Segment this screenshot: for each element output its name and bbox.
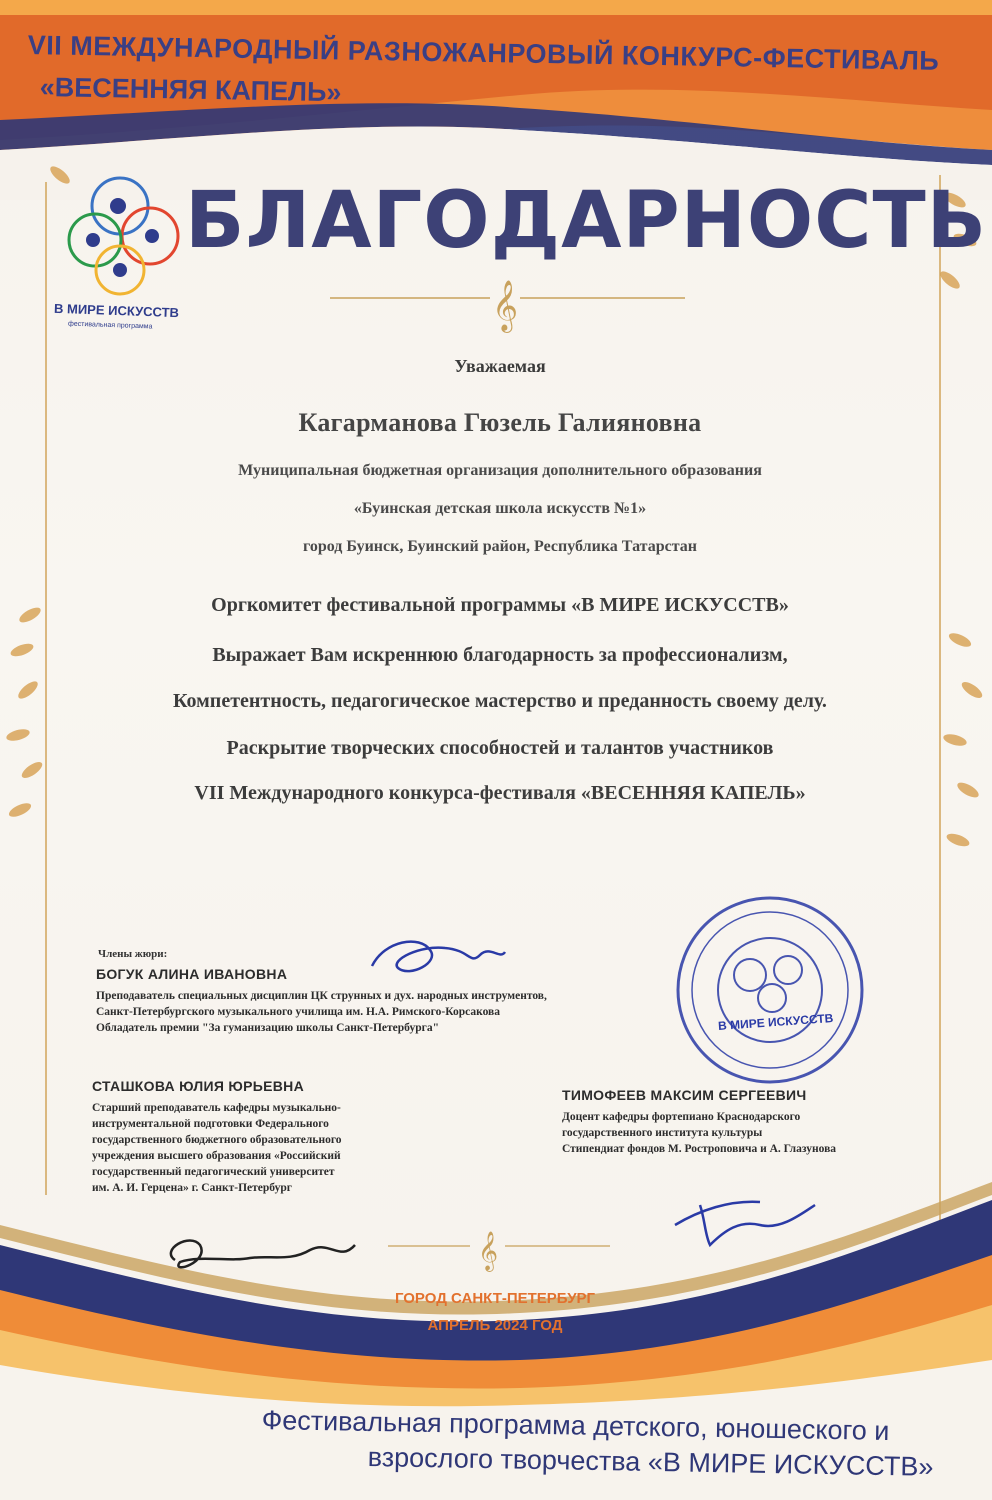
jury-member-line: государственного бюджетного образовательного	[92, 1134, 342, 1146]
jury-member	[96, 966, 547, 1036]
svg-text:𝄞: 𝄞	[477, 1231, 499, 1271]
message-line: VII Международного конкурса-фестиваля «ВЕСЕННЯЯ КАПЕЛЬ»	[194, 782, 806, 804]
date-label: АПРЕЛЬ 2024 ГОД	[427, 1317, 563, 1334]
jury-member-line: государственного института культуры	[562, 1127, 763, 1139]
org-line: Муниципальная бюджетная организация дополнительного образования	[238, 462, 762, 479]
footer-program-line: взрослого творчества «В МИРЕ ИСКУССТВ»	[367, 1442, 934, 1482]
jury-label: Члены жюри:	[98, 948, 168, 960]
org-line: город Буинск, Буинский район, Республика Татарстан	[303, 538, 697, 555]
logo-name: В МИРЕ ИСКУССТВ	[53, 300, 180, 321]
stamp-text: В МИРЕ ИСКУССТВ	[717, 1010, 834, 1034]
jury-member	[562, 1087, 836, 1157]
jury-member-line: учреждения высшего образования «Российский	[92, 1150, 341, 1162]
certificate-title: БЛАГОДАРНОСТЬ	[185, 176, 988, 266]
jury-member-name: БОГУК АЛИНА ИВАНОВНА	[96, 966, 288, 982]
jury-member-line: Стипендиат фондов М. Ростроповича и А. Глазунова	[562, 1143, 837, 1155]
logo-subtitle: фестивальная программа	[67, 320, 153, 331]
jury-member-line: Санкт-Петербургского музыкального училища им. Н.А. Римского-Корсакова	[96, 1006, 500, 1018]
jury-member-name: СТАШКОВА ЮЛИЯ ЮРЬЕВНА	[92, 1078, 305, 1094]
org-line: «Буинская детская школа искусств №1»	[353, 500, 647, 517]
festival-header: VII МЕЖДУНАРОДНЫЙ РАЗНОЖАНРОВЫЙ КОНКУРС-ФЕСТИВАЛЬ	[27, 30, 940, 76]
jury-member	[92, 1078, 342, 1196]
jury-member-line: Доцент кафедры фортепиано Краснодарского	[562, 1111, 801, 1123]
city-label: ГОРОД САНКТ-ПЕТЕРБУРГ	[394, 1290, 596, 1307]
message-line: Раскрытие творческих способностей и талантов участников	[226, 737, 774, 759]
message-line: Компетентность, педагогическое мастерство и преданность своему делу.	[173, 690, 827, 712]
jury-member-line: Старший преподаватель кафедры музыкально-	[92, 1102, 341, 1114]
jury-member-name: ТИМОФЕЕВ МАКСИМ СЕРГЕЕВИЧ	[562, 1087, 807, 1103]
festival-name: «ВЕСЕННЯЯ КАПЕЛЬ»	[39, 72, 342, 108]
recipient-name: Кагарманова Гюзель Галияновна	[298, 408, 702, 437]
message-line: Выражает Вам искреннюю благодарность за профессионализм,	[212, 644, 788, 666]
jury-member-line: Обладатель премии "За гуманизацию школы Санкт-Петербурга"	[96, 1022, 439, 1034]
svg-text:𝄞: 𝄞	[491, 280, 519, 331]
jury-member-line: государственный педагогический университет	[92, 1166, 335, 1178]
jury-member-line: Преподаватель специальных дисциплин ЦК струнных и дух. народных инструментов,	[96, 990, 547, 1002]
message-line: Оргкомитет фестивальной программы «В МИРЕ ИСКУССТВ»	[211, 594, 789, 616]
footer-program-line: Фестивальная программа детского, юношеского и	[261, 1405, 890, 1446]
greeting: Уважаемая	[454, 356, 546, 376]
jury-member-line: инструментальной подготовки Федерального	[92, 1118, 329, 1130]
jury-member-line: им. А. И. Герцена» г. Санкт-Петербург	[92, 1182, 292, 1194]
